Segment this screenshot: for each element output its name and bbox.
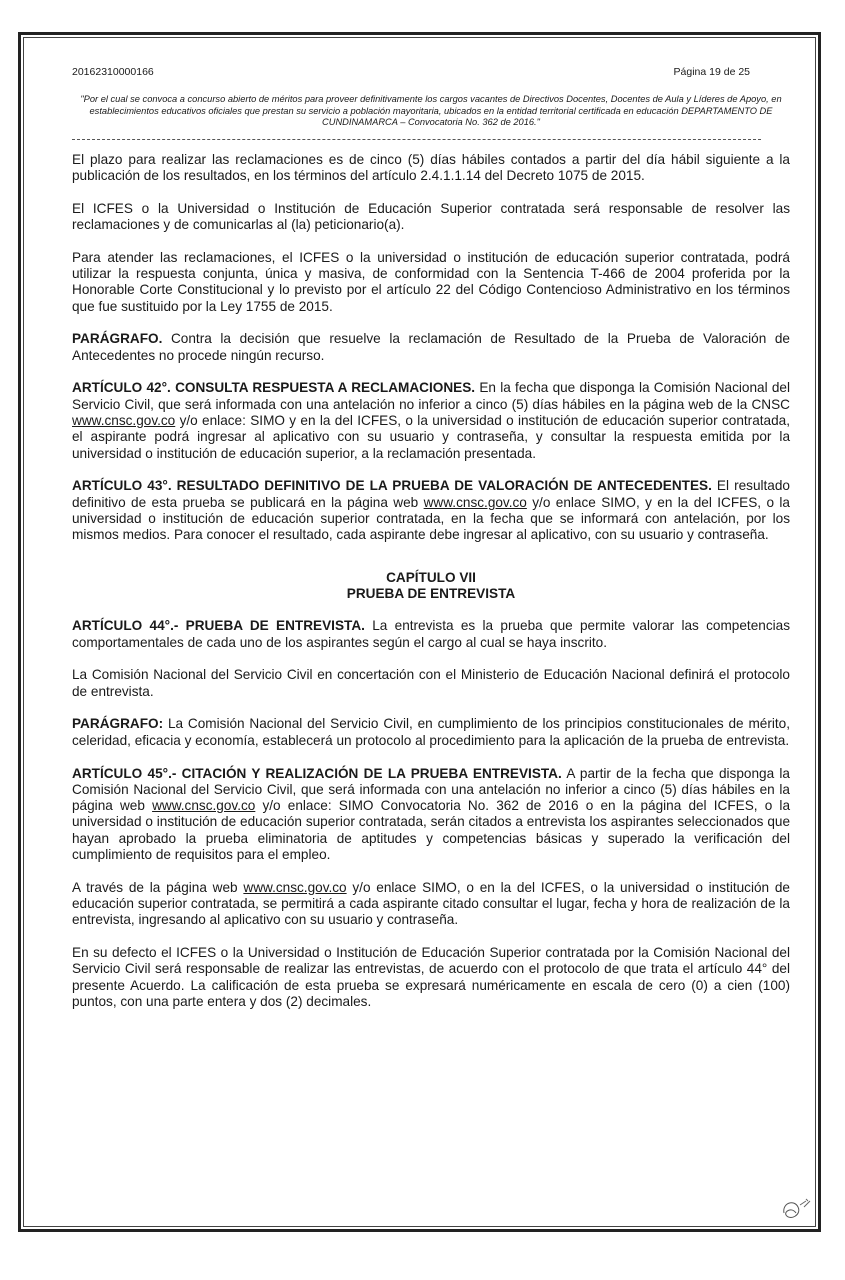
paragraph: El ICFES o la Universidad o Institución de Educación Superior contratada será responsable de resolver las reclamaciones y de comunicarlas al (la) peticionario(a). xyxy=(72,200,790,232)
article-45: ARTÍCULO 45°.- CITACIÓN Y REALIZACIÓN DE LA PRUEBA ENTREVISTA. A partir de la fecha que disponga la Comisión Nacional del Servicio Civil, que será informada con una antelación no inferior a cinco (5) días hábiles en la página web www.cnsc.gov.co y/o enlace: SIMO Convocatoria No. 362 de 2016 o en la página del ICFES, o la universidad o institución de educación superior contratada, serán citados a entrevista los aspirantes seleccionados que hayan aprobado la prueba eliminatoria de aptitudes y competencias básicas y superado la verificación del cumplimiento de requisitos para el empleo. xyxy=(72,765,790,862)
chapter-number: CAPÍTULO VII xyxy=(386,569,476,585)
header-divider xyxy=(72,139,761,140)
paragraph: En su defecto el ICFES o la Universidad o Institución de Educación Superior contratada por la Comisión Nacional del Servicio Civil será responsable de realizar las entrevistas, de acuerdo con el protocolo de que trata el artículo 44° del presente Acuerdo. La calificación de esta prueba se expresará numéricamente en escala de cero (0) a cien (100) puntos, con una parte entera y dos (2) decimales. xyxy=(72,945,790,1010)
cnsc-link[interactable]: www.cnsc.gov.co xyxy=(243,879,347,895)
document-number: 20162310000166 xyxy=(72,66,154,78)
article-title: ARTÍCULO 44°.- PRUEBA DE ENTREVISTA. xyxy=(72,618,365,634)
cnsc-link[interactable]: www.cnsc.gov.co xyxy=(152,798,256,814)
article-44: ARTÍCULO 44°.- PRUEBA DE ENTREVISTA. La entrevista es la prueba que permite valorar las competencias comportamentales de cada uno de los aspirantes según el cargo al cual se haya inscrito. xyxy=(72,618,790,650)
paragrafo: PARÁGRAFO: La Comisión Nacional del Servicio Civil, en cumplimiento de los principios constitucionales de mérito, celeridad, eficacia y economía, establecerá un protocolo al procedimiento para la aplicación de la prueba de entrevista. xyxy=(72,716,790,748)
page-header xyxy=(72,66,790,78)
header-motto: "Por el cual se convoca a concurso abierto de méritos para proveer definitivamente los cargos vacantes de Directivos Docentes, Docentes de Aula y Líderes de Apoyo, en establecimientos educativos oficiales que prestan su servicio a población mayoritaria, ubicados en la entidad territorial certificada en educación DEPARTAMENTO DE CUNDINAMARCA – Convocatoria No. 362 de 2016." xyxy=(80,94,782,127)
paragrafo-title: PARÁGRAFO: xyxy=(72,716,164,732)
signature-initials-icon xyxy=(778,1195,814,1225)
article-title: ARTÍCULO 45°.- CITACIÓN Y REALIZACIÓN DE LA PRUEBA ENTREVISTA. xyxy=(72,765,562,781)
article-title: ARTÍCULO 43°. RESULTADO DEFINITIVO DE LA PRUEBA DE VALORACIÓN DE ANTECEDENTES. xyxy=(72,478,712,494)
paragraph: El plazo para realizar las reclamaciones es de cinco (5) días hábiles contados a partir del día hábil siguiente a la publicación de los resultados, en los términos del artículo 2.4.1.1.14 del Decreto 1075 de 2015. xyxy=(72,151,790,183)
paragrafo: PARÁGRAFO. Contra la decisión que resuelve la reclamación de Resultado de la Prueba de Valoración de Antecedentes no procede ningún recurso. xyxy=(72,331,790,363)
cnsc-link[interactable]: www.cnsc.gov.co xyxy=(423,494,527,510)
cnsc-link[interactable]: www.cnsc.gov.co xyxy=(72,413,176,429)
paragraph: La Comisión Nacional del Servicio Civil en concertación con el Ministerio de Educación Nacional definirá el protocolo de entrevista. xyxy=(72,667,790,699)
page-number: Página 19 de 25 xyxy=(673,66,750,78)
chapter-title: PRUEBA DE ENTREVISTA xyxy=(346,585,516,601)
paragraph: Para atender las reclamaciones, el ICFES o la universidad o institución de educación superior contratada, podrá utilizar la respuesta conjunta, única y masiva, de conformidad con la Sentencia T-466 de 2004 proferida por la Honorable Corte Constitucional y lo previsto por el artículo 22 del Código Contencioso Administrativo en los términos que fue sustituido por la Ley 1755 de 2015. xyxy=(72,249,790,314)
paragrafo-title: PARÁGRAFO. xyxy=(72,331,163,347)
paragraph: A través de la página web www.cnsc.gov.co y/o enlace SIMO, o en la del ICFES, o la universidad o institución de educación superior contratada, se permitirá a cada aspirante citado consultar el lugar, fecha y hora de realización de la entrevista, ingresando al aplicativo con su usuario y contraseña. xyxy=(72,879,790,928)
article-43: ARTÍCULO 43°. RESULTADO DEFINITIVO DE LA PRUEBA DE VALORACIÓN DE ANTECEDENTES. El resultado definitivo de esta prueba se publicará en la página web www.cnsc.gov.co y/o enlace SIMO, y en la del ICFES, o la universidad o institución de educación superior contratada, en la fecha que se informará con antelación, por los mismos medios. Para conocer el resultado, cada aspirante debe ingresar al aplicativo, con su usuario y contraseña. xyxy=(72,478,790,543)
chapter-heading xyxy=(72,570,790,603)
article-42: ARTÍCULO 42°. CONSULTA RESPUESTA A RECLAMACIONES. En la fecha que disponga la Comisión Nacional del Servicio Civil, que será informada con una antelación no inferior a cinco (5) días hábiles en la página web de la CNSC www.cnsc.gov.co y/o enlace: SIMO y en la del ICFES, o la universidad o institución de educación superior contratada, el aspirante podrá ingresar al aplicativo con su usuario y contraseña, y consultar la respuesta emitida por la universidad o institución de educación superior, a la reclamación presentada. xyxy=(72,380,790,461)
document-body xyxy=(72,66,790,1027)
article-title: ARTÍCULO 42°. CONSULTA RESPUESTA A RECLAMACIONES. xyxy=(72,380,476,396)
